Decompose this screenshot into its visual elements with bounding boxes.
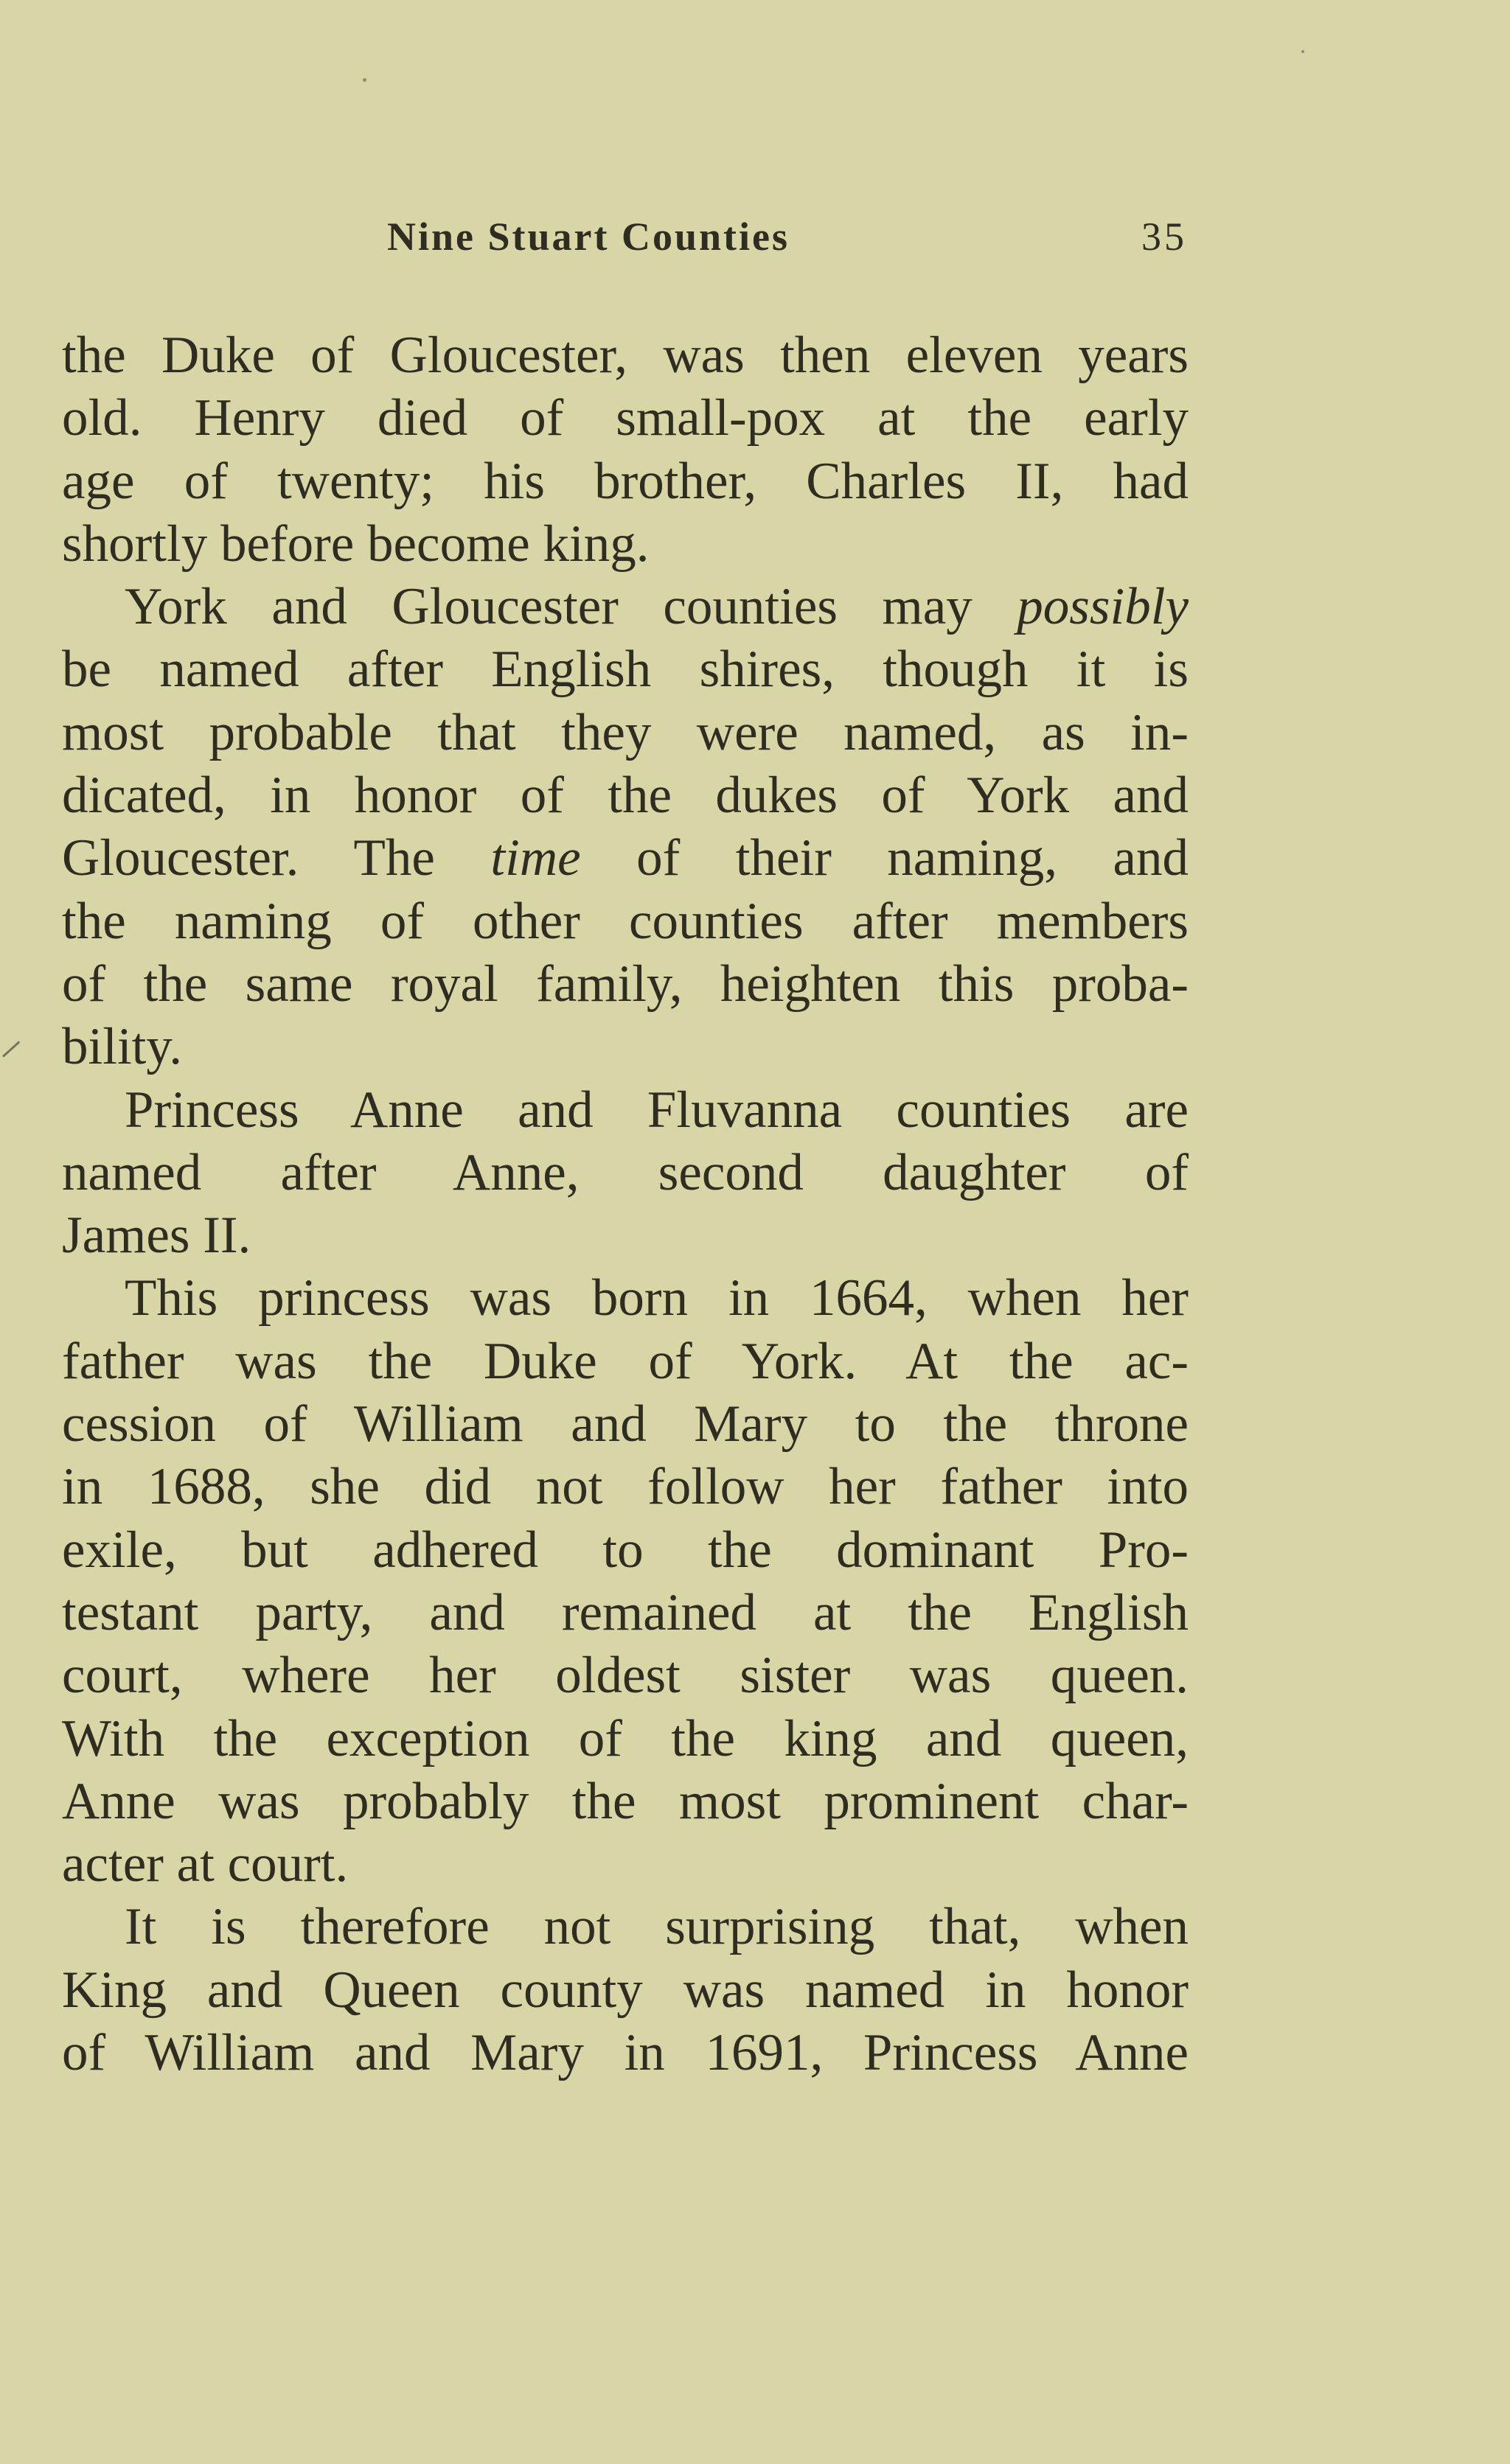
paper-speck: [363, 78, 366, 82]
text-line: bility.: [62, 1018, 183, 1076]
text-fragment: York and Gloucester counties may: [125, 578, 973, 636]
text-line: cession of William and Mary to the throne: [62, 1395, 1189, 1453]
italic-word: time: [490, 829, 581, 887]
text-line: testant party, and remained at the English: [62, 1583, 1189, 1641]
text-line: dicated, in honor of the dukes of York and: [62, 767, 1189, 825]
italic-word: possibly: [1017, 578, 1189, 636]
running-head: [0, 214, 1510, 273]
paper-speck: [1301, 50, 1304, 53]
text-line: father was the Duke of York. At the ac-: [62, 1332, 1189, 1390]
text-line: the Duke of Gloucester, was then eleven years: [62, 327, 1189, 384]
text-line: exile, but adhered to the dominant Pro-: [62, 1521, 1189, 1579]
text-line: Princess Anne and Fluvanna counties are: [125, 1081, 1189, 1139]
text-line: [62, 576, 1189, 638]
text-fragment: of their naming, and: [636, 829, 1189, 887]
text-line: It is therefore not surprising that, when: [125, 1898, 1189, 1956]
page-number: 35: [1141, 214, 1187, 259]
text-line: of the same royal family, heighten this proba-: [62, 954, 1189, 1013]
text-line: most probable that they were named, as in-: [62, 703, 1189, 761]
text-line: With the exception of the king and queen,: [62, 1709, 1189, 1767]
text-line: shortly before become king.: [62, 514, 650, 573]
text-line: of William and Mary in 1691, Princess Anne: [62, 2024, 1189, 2082]
text-fragment: Gloucester. The: [62, 829, 435, 887]
text-line: in 1688, she did not follow her father into: [62, 1458, 1189, 1516]
text-line: King and Queen county was named in honor: [62, 1961, 1189, 2019]
text-line: Anne was probably the most prominent char-: [62, 1772, 1189, 1830]
text-line: court, where her oldest sister was queen.: [62, 1647, 1189, 1705]
text-line: [62, 827, 1189, 890]
text-line: old. Henry died of small-pox at the early: [62, 389, 1189, 447]
text-line: named after Anne, second daughter of: [62, 1143, 1189, 1201]
text-line: the naming of other counties after members: [62, 892, 1189, 950]
text-line: acter at court.: [62, 1835, 349, 1894]
text-line: be named after English shires, though it is: [62, 641, 1189, 699]
text-line: James II.: [62, 1207, 251, 1265]
running-title: Nine Stuart Counties: [387, 214, 790, 259]
body-text: [62, 324, 1189, 2084]
text-line: age of twenty; his brother, Charles II, had: [62, 452, 1189, 510]
text-line: This princess was born in 1664, when her: [125, 1269, 1189, 1327]
margin-pencil-mark: [2, 1041, 20, 1057]
